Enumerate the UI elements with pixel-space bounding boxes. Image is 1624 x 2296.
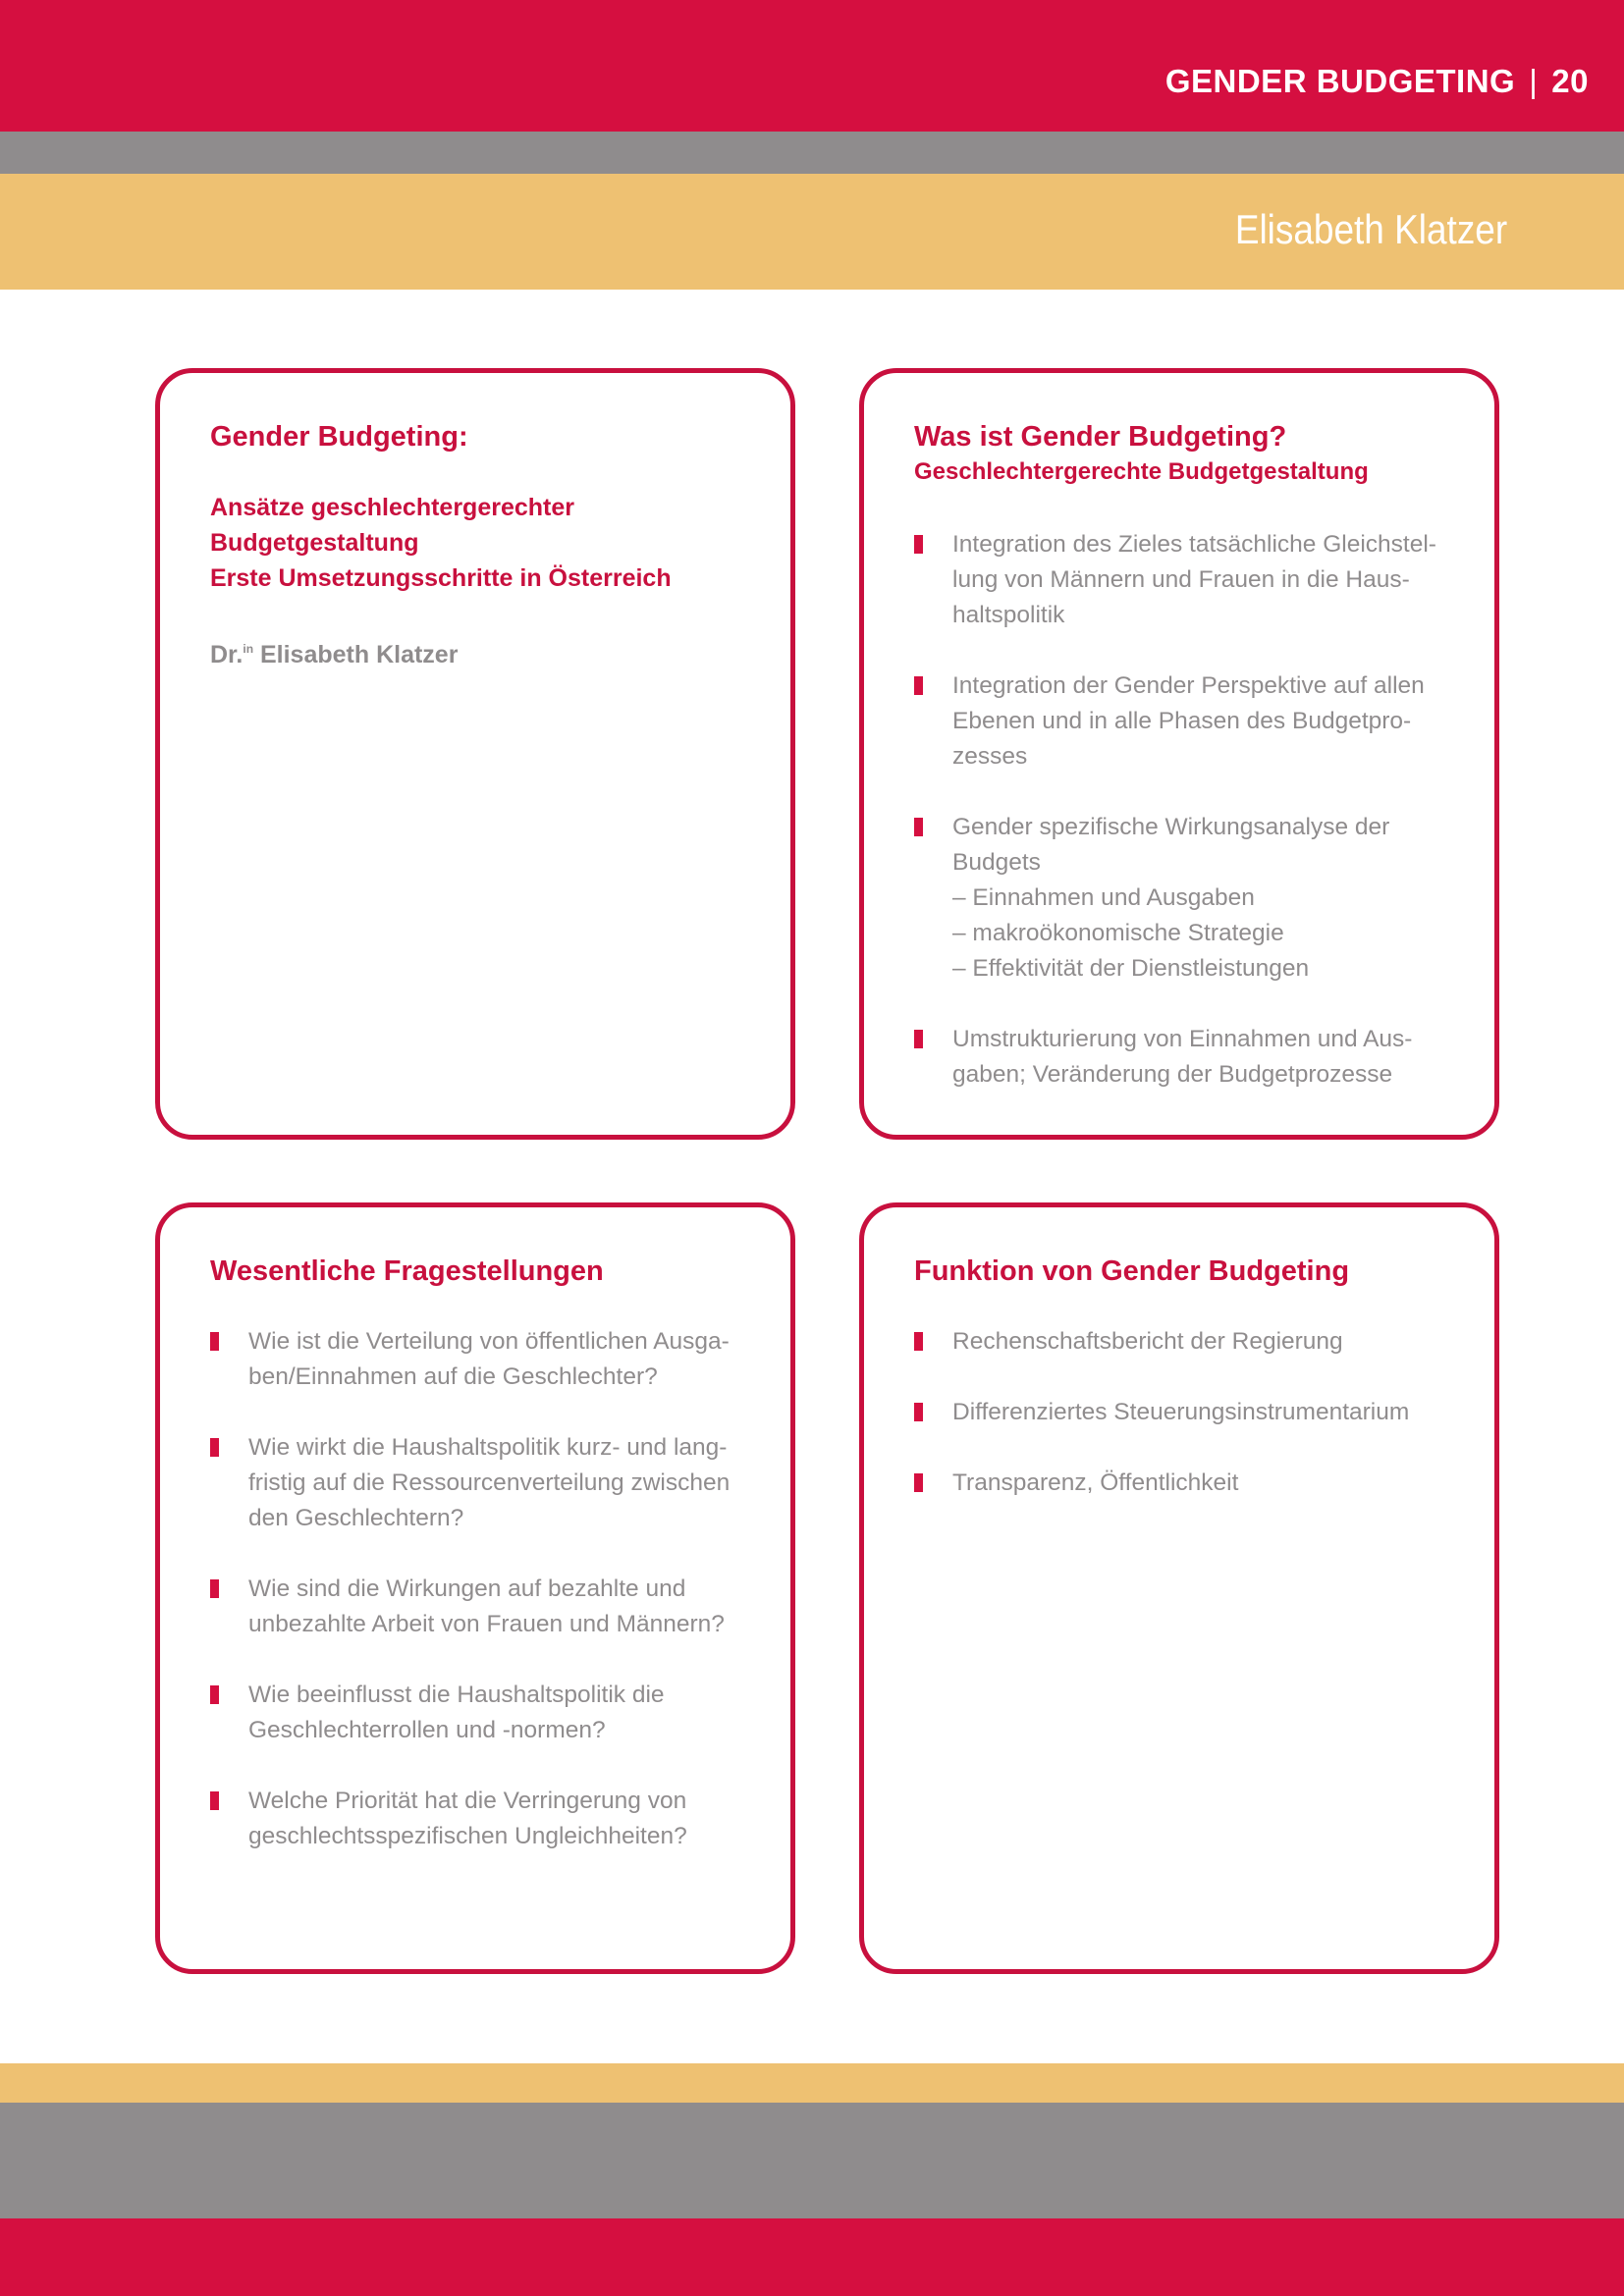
list-item <box>914 1324 1448 1360</box>
item-line: unbezahlte Arbeit von Frauen und Männern? <box>248 1611 725 1637</box>
list-item <box>914 668 1448 774</box>
author-title-prefix: Dr. <box>210 641 244 668</box>
item-line: Transparenz, Öffentlichkeit <box>952 1469 1239 1496</box>
list-item <box>914 527 1448 633</box>
item-line: Wie wirkt die Haushaltspolitik kurz- und lang- <box>248 1434 728 1461</box>
list-item <box>914 810 1448 987</box>
list-item <box>914 1022 1448 1093</box>
definition-card-title: Was ist Gender Budgeting? <box>914 421 1287 453</box>
item-line: Integration der Gender Perspektive auf allen <box>952 672 1425 699</box>
item-line: Wie sind die Wirkungen auf bezahlte und <box>248 1575 686 1602</box>
intro-line: Budgetgestaltung <box>210 529 419 557</box>
item-line: den Geschlechtern? <box>248 1505 464 1531</box>
page-number: 20 <box>1551 63 1589 99</box>
intro-line: Ansätze geschlechtergerechter <box>210 494 574 521</box>
bullet-marker-icon <box>914 535 923 554</box>
list-item <box>914 1466 1448 1501</box>
list-item <box>210 1430 744 1536</box>
bullet-marker-icon <box>914 818 923 836</box>
item-line: – Einnahmen und Ausgaben <box>952 884 1255 911</box>
item-line: geschlechtsspezifischen Ungleichheiten? <box>248 1823 687 1849</box>
header-separator: | <box>1529 63 1539 99</box>
item-line: Wie ist die Verteilung von öffentlichen Ausga- <box>248 1328 730 1355</box>
author-title-superscript: in <box>243 642 254 656</box>
bullet-marker-icon <box>210 1438 219 1457</box>
item-line: zesses <box>952 743 1028 770</box>
function-card <box>859 1202 1499 1974</box>
item-line: fristig auf die Ressourcenverteilung zwischen <box>248 1469 731 1496</box>
item-line: Geschlechterrollen und -normen? <box>248 1717 606 1743</box>
item-line: – makroökonomische Strategie <box>952 920 1284 946</box>
intro-card <box>155 368 795 1140</box>
bullet-marker-icon <box>914 1403 923 1421</box>
bullet-marker-icon <box>914 676 923 695</box>
intro-line: Erste Umsetzungsschritte in Österreich <box>210 564 672 592</box>
item-line: – Effektivität der Dienstleistungen <box>952 955 1310 982</box>
footer-yellow-stripe <box>0 2063 1624 2103</box>
item-line: Rechenschaftsbericht der Regierung <box>952 1328 1343 1355</box>
intro-card-title: Gender Budgeting: <box>210 421 468 453</box>
list-item <box>210 1784 744 1854</box>
item-line: Integration des Zieles tatsächliche Gleichstel- <box>952 531 1436 558</box>
item-line: gaben; Veränderung der Budgetprozesse <box>952 1061 1393 1088</box>
banner-author: Elisabeth Klatzer <box>1234 206 1507 252</box>
item-line: Welche Priorität hat die Verringerung von <box>248 1788 687 1814</box>
item-line: ben/Einnahmen auf die Geschlechter? <box>248 1363 658 1390</box>
bullet-marker-icon <box>210 1332 219 1351</box>
item-line: Umstrukturierung von Einnahmen und Aus- <box>952 1026 1413 1052</box>
list-item <box>914 1395 1448 1430</box>
item-line: Differenziertes Steuerungsinstrumentarium <box>952 1399 1410 1425</box>
item-line: Budgets <box>952 849 1041 876</box>
item-line: Wie beeinflusst die Haushaltspolitik die <box>248 1682 665 1708</box>
bullet-marker-icon <box>210 1685 219 1704</box>
running-header <box>1165 63 1589 100</box>
definition-card <box>859 368 1499 1140</box>
item-line: haltspolitik <box>952 602 1065 628</box>
item-line: Ebenen und in alle Phasen des Budgetpro- <box>952 708 1412 734</box>
item-line: Gender spezifische Wirkungsanalyse der <box>952 814 1390 840</box>
questions-card <box>155 1202 795 1974</box>
function-card-title: Funktion von Gender Budgeting <box>914 1255 1350 1287</box>
intro-author <box>210 631 744 672</box>
section-title: GENDER BUDGETING <box>1164 63 1516 99</box>
bullet-marker-icon <box>914 1473 923 1492</box>
header-gray-stripe <box>0 132 1624 174</box>
list-item <box>210 1572 744 1642</box>
bullet-marker-icon <box>210 1579 219 1598</box>
questions-list <box>210 1324 744 1854</box>
intro-subtitle-lines <box>210 490 744 596</box>
author-name: Elisabeth Klatzer <box>259 641 459 668</box>
definition-list <box>914 527 1448 1093</box>
item-line: lung von Männern und Frauen in die Haus- <box>952 566 1410 593</box>
bullet-marker-icon <box>914 1030 923 1048</box>
list-item <box>210 1324 744 1395</box>
bullet-marker-icon <box>914 1332 923 1351</box>
definition-card-subtitle: Geschlechtergerechte Budgetgestaltung <box>914 458 1369 485</box>
questions-card-title: Wesentliche Fragestellungen <box>210 1255 604 1287</box>
footer-bar <box>0 2218 1624 2296</box>
function-list <box>914 1324 1448 1501</box>
bullet-marker-icon <box>210 1791 219 1810</box>
footer-gray-stripe <box>0 2103 1624 2218</box>
list-item <box>210 1678 744 1748</box>
